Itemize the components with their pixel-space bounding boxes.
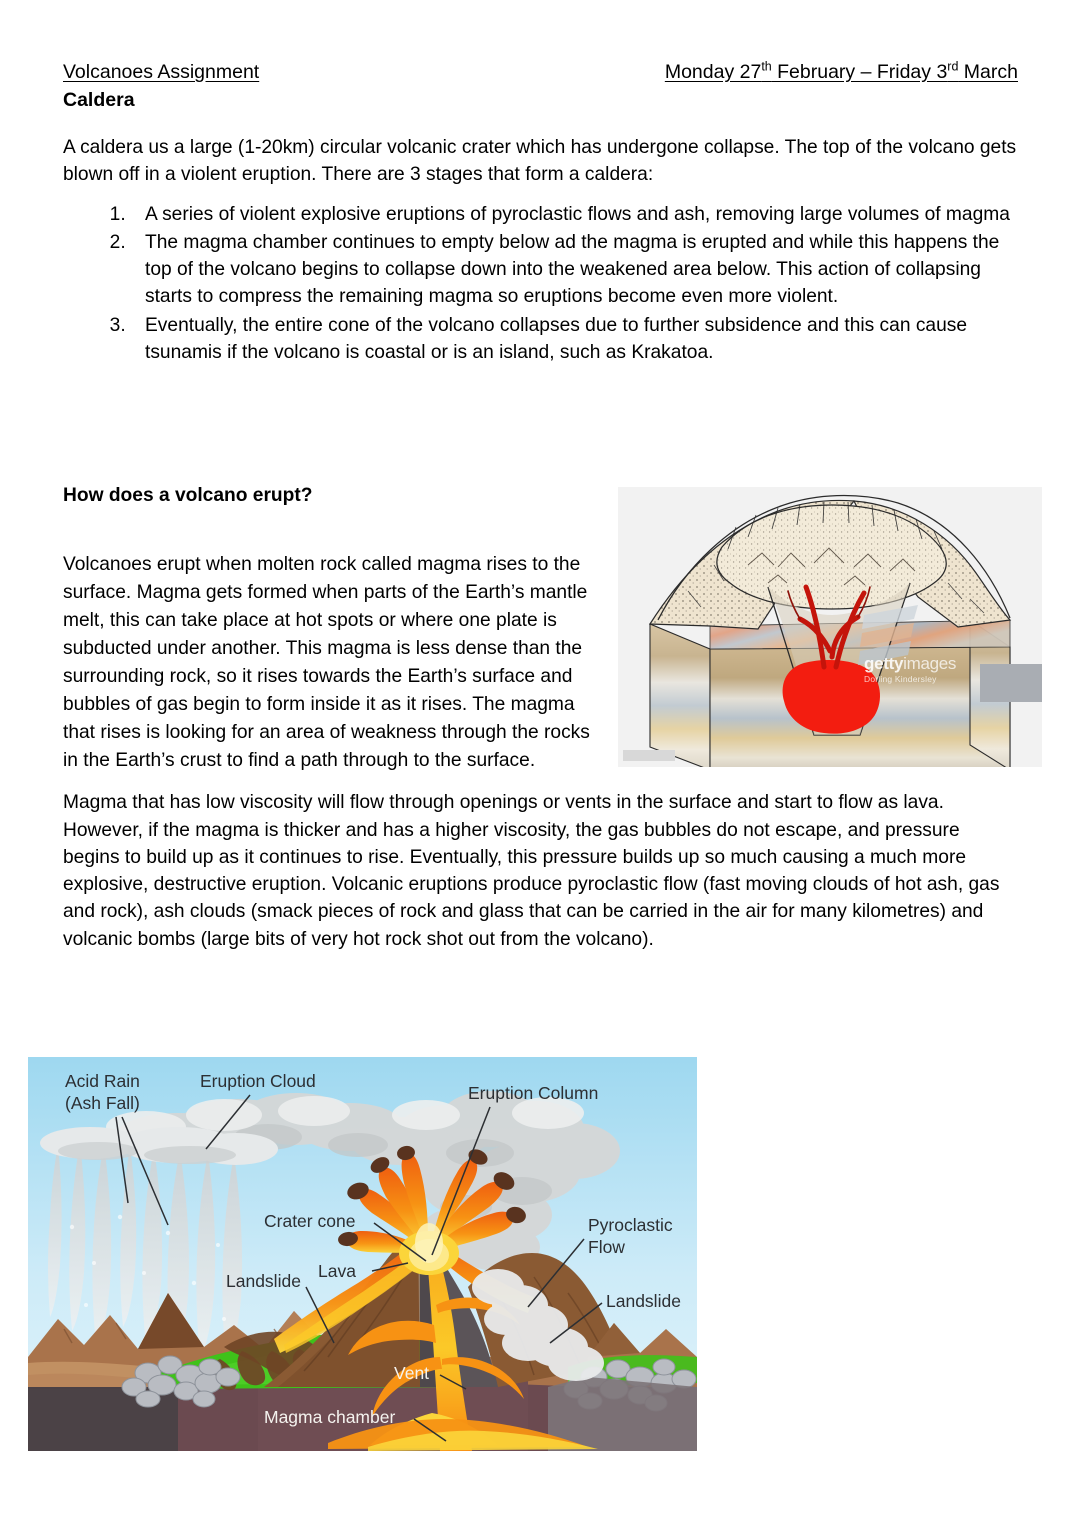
eruption-paragraph-1: Volcanoes erupt when molten rock called magma rises to the surface. Magma gets formed when parts of the Earth’s mantle melt, this can take place at hot spots or where one plate is subducted under another. This magma is less dense than the surrounding rock, so it rises towards the Earth’s surface and bubbles of gas begin to form inside it as it rises. The magma that rises is looking for an area of weakness through the rocks in the Earth’s crust to find a path through to the surface. bbox=[63, 554, 590, 772]
label-vent: Vent bbox=[394, 1363, 430, 1383]
caldera-stages-list bbox=[63, 201, 1018, 367]
eruption-heading: How does a volcano erupt? bbox=[63, 485, 313, 507]
watermark-getty: getty bbox=[864, 654, 904, 674]
date-suffix: March bbox=[958, 61, 1018, 83]
label-landslide-left: Landslide bbox=[226, 1271, 301, 1291]
document-header bbox=[63, 60, 1018, 86]
label-pyroclastic-line1: Pyroclastic bbox=[588, 1215, 673, 1235]
label-pyroclastic-line2: Flow bbox=[588, 1237, 625, 1257]
caldera-diagram-svg bbox=[618, 487, 1042, 767]
watermark-credit: Dorling Kindersley bbox=[864, 674, 937, 684]
volcano-diagram-svg bbox=[28, 1057, 697, 1451]
date-ordinal-suffix-2: rd bbox=[947, 59, 959, 74]
label-magma-chamber: Magma chamber bbox=[264, 1407, 396, 1427]
caldera-heading: Caldera bbox=[63, 88, 135, 111]
volcano-eruption-figure bbox=[28, 1057, 697, 1451]
date-prefix: Monday 27 bbox=[664, 61, 762, 83]
list-item: 3. Eventually, the entire cone of the volcano collapses due to further subsidence and this can cause tsunamis if the volcano is coastal or is an island, such as Krakatoa. bbox=[131, 312, 1018, 367]
list-item: 1. A series of violent explosive eruptions of pyroclastic flows and ash, removing large volumes of magma bbox=[131, 201, 1018, 228]
eruption-paragraph-2: Magma that has low viscosity will flow through openings or vents in the surface and start to flow as lava. However, if the magma is thicker and has a higher viscosity, the gas bubbles do not escape, and pressure begins to build up as it continues to rise. Eventually, this pressure builds up so much causing a much more explosive, destructive eruption. Volcanic eruptions produce pyroclastic flow (fast moving clouds of hot ash, gas and rock), ash clouds (smack pieces of rock and glass that can be carried in the air for many kilometres) and volcanic bombs (large bits of very hot rock shot out from the volcano). bbox=[63, 792, 1000, 950]
document-content bbox=[63, 60, 1018, 953]
watermark-gray-bar bbox=[980, 664, 1042, 702]
label-acid-rain-line2: (Ash Fall) bbox=[65, 1093, 140, 1113]
date-ordinal-suffix-1: th bbox=[761, 59, 772, 74]
label-lava: Lava bbox=[318, 1261, 356, 1281]
watermark-badge bbox=[623, 750, 675, 761]
caldera-intro-paragraph: A caldera us a large (1-20km) circular volcanic crater which has undergone collapse. The top of the volcano gets blown off in a violent eruption. There are 3 stages that form a caldera: bbox=[63, 137, 1017, 186]
page-title: Volcanoes Assignment bbox=[63, 61, 260, 83]
list-item: 2. The magma chamber continues to empty below ad the magma is erupted and while this happens the top of the volcano begins to collapse down into the weakened area below. This action of collapsing starts to compress the remaining magma so eruptions become even more violent. bbox=[131, 229, 1018, 311]
label-landslide-right: Landslide bbox=[606, 1291, 681, 1311]
label-eruption-column: Eruption Column bbox=[468, 1083, 599, 1103]
label-acid-rain-line1: Acid Rain bbox=[65, 1071, 140, 1091]
watermark-images: images bbox=[903, 654, 957, 674]
label-eruption-cloud: Eruption Cloud bbox=[200, 1071, 316, 1091]
caldera-cross-section-figure bbox=[618, 487, 1042, 767]
label-crater-cone: Crater cone bbox=[264, 1211, 356, 1231]
eruption-section bbox=[63, 485, 1018, 775]
section-spacer bbox=[63, 367, 1018, 485]
assignment-date-range bbox=[665, 60, 1018, 86]
date-middle: February – Friday 3 bbox=[771, 61, 948, 83]
